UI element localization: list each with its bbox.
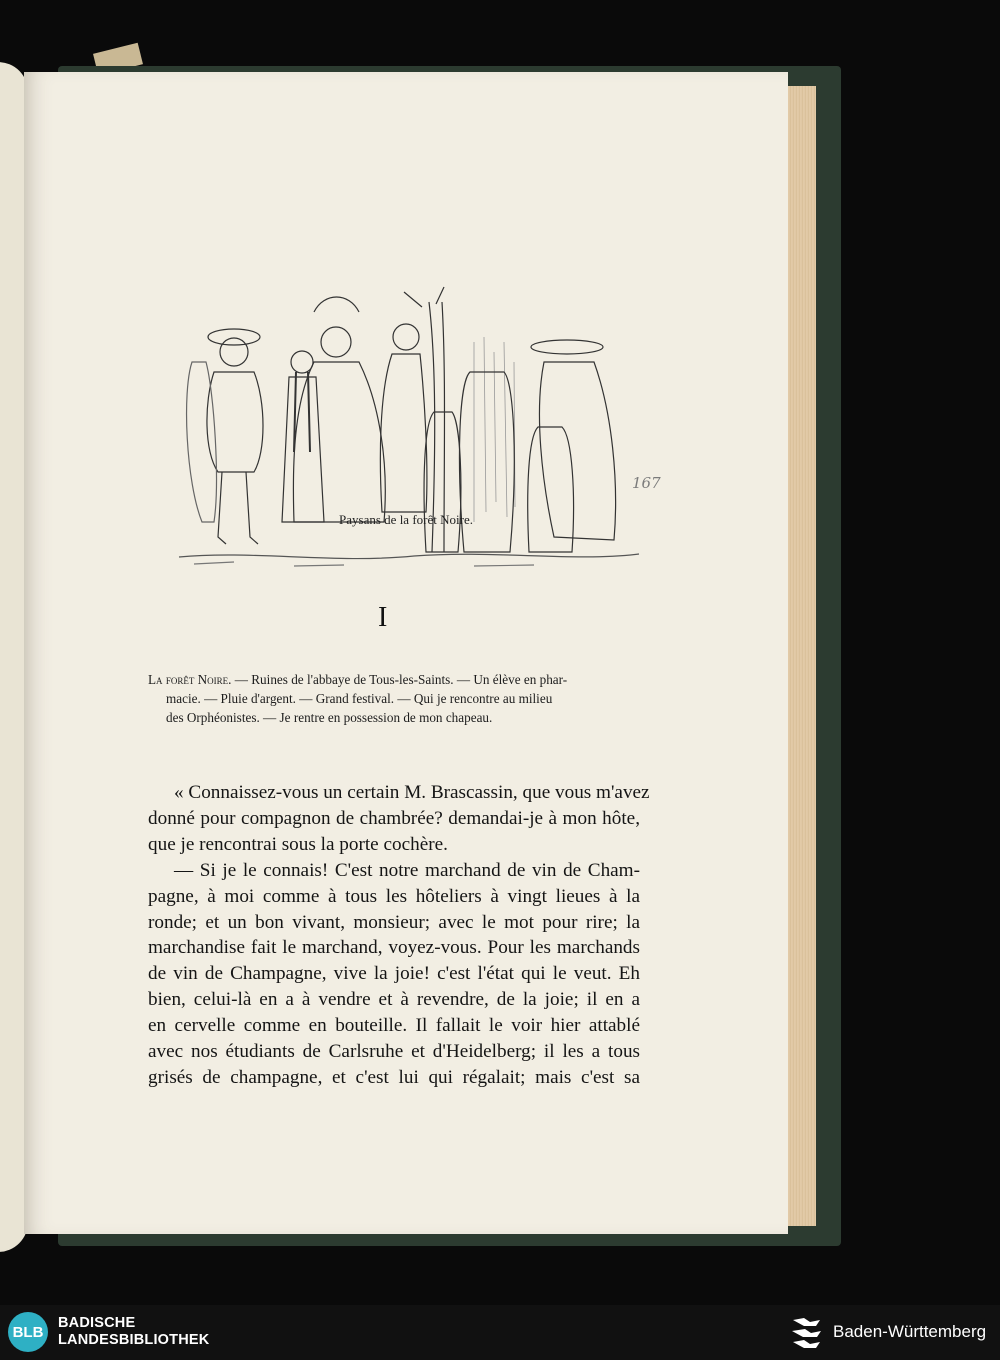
page-edges [786, 86, 816, 1226]
peasants-engraving [174, 282, 644, 577]
illustration-caption: Paysans de la forêt Noire. [339, 512, 473, 527]
text-line: bien, celui-là en a à vendre et à revendre, de la joie; il en a [148, 989, 640, 1011]
text-line: — Si je le connais! C'est notre marchand de vin de Cham- [174, 859, 640, 881]
blb-logo-icon[interactable]: BLB [8, 1312, 48, 1352]
chapter-number: I [378, 602, 388, 633]
book-page [24, 72, 788, 1234]
text-line: avec nos étudiants de Carlsruhe et d'Heidelberg; il les a tous [148, 1041, 640, 1063]
summary-lead: La forêt Noire. [148, 672, 232, 687]
library-name-line-2: LANDESBIBLIOTHEK [58, 1332, 210, 1348]
state-coat-of-arms-icon [790, 1314, 824, 1352]
library-name-line-1: BADISCHE [58, 1315, 136, 1331]
library-name[interactable] [58, 1315, 209, 1349]
state-name[interactable]: Baden-Württemberg [833, 1322, 987, 1341]
handwritten-page-number: 167 [632, 474, 661, 492]
footer-bar [0, 1305, 1000, 1360]
text-line: « Connaissez-vous un certain M. Brascassin, que vous m'avez [174, 782, 650, 803]
text-line: en cervelle comme en bouteille. Il fallait le voir hier attablé [148, 1015, 640, 1037]
summary-line-1-text: — Ruines de l'abbaye de Tous-les-Saints. — Un élève en phar- [231, 672, 568, 687]
text-line: ronde; et un bon vivant, monsieur; avec le mot pour rire; la [148, 911, 640, 933]
body-text [148, 780, 650, 1091]
text-line: que je rencontrai sous la porte cochère. [148, 833, 448, 855]
text-line: marchandise fait le marchand, voyez-vous. Pour les marchands [148, 937, 640, 959]
text-line: pagne, à moi comme à tous les hôteliers à vingt lieues à la [148, 885, 640, 907]
text-line: grisés de champagne, et c'est lui qui régalait; mais c'est sa [148, 1066, 640, 1088]
summary-line: macie. — Pluie d'argent. — Grand festival. — Qui je rencontre au milieu [166, 691, 553, 706]
text-line: de vin de Champagne, vive la joie! c'est l'état qui le veut. Eh [148, 963, 640, 985]
summary-line: des Orphéonistes. — Je rentre en possession de mon chapeau. [166, 710, 493, 725]
summary-line [148, 670, 618, 689]
chapter-summary [148, 670, 618, 727]
text-line: donné pour compagnon de chambrée? demandai-je à mon hôte, [148, 807, 640, 829]
